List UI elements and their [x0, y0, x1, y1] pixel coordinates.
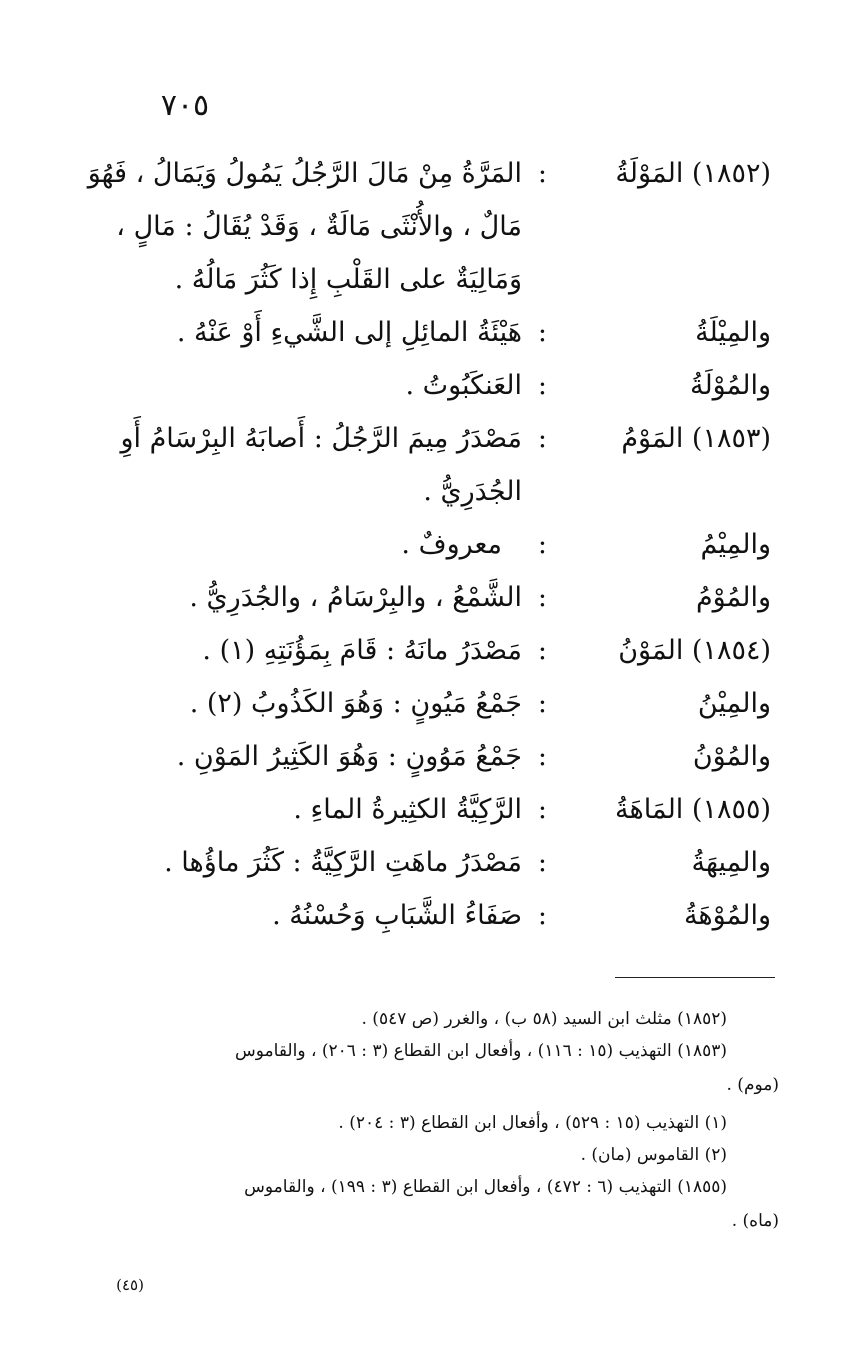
- entry-definition: جَمْعُ مَوُونٍ : وَهُوَ الكَثِيرُ المَوْنِ .: [176, 741, 522, 772]
- entry-headword: والمُوْهَةُ: [683, 900, 771, 931]
- entry-definition: العَنكَبُوتُ .: [405, 370, 522, 401]
- entry: [0, 786, 867, 839]
- entry-headword: والمِيهَةُ: [691, 847, 771, 878]
- footnote: [0, 1109, 867, 1141]
- entry-line: [0, 468, 867, 521]
- entry-definition: مَصْدَرُ مِيمَ الرَّجُلُ : أَصابَهُ البِرْسَامُ أَوِ: [120, 423, 522, 454]
- entry-headword: والمِيْمُ: [700, 529, 771, 560]
- footnote-text: (٢) القاموس (مان) .: [580, 1145, 727, 1165]
- entry-headword: (١٨٥٢) المَوْلَةُ: [615, 158, 771, 189]
- footnote-separator: [615, 977, 775, 978]
- entry: [0, 309, 867, 362]
- entry-definition: صَفَاءُ الشَّبَابِ وَحُسْنُهُ .: [272, 900, 522, 931]
- entry-definition: الجُدَرِيُّ .: [423, 476, 522, 507]
- footnote-text: (ماه) .: [731, 1211, 779, 1231]
- entry-colon: :: [537, 741, 547, 772]
- entry: [0, 415, 867, 521]
- entry-line: [0, 680, 867, 733]
- entry-colon: :: [537, 794, 547, 825]
- footnote: [0, 1173, 867, 1205]
- entry-headword: والمُوْمُ: [695, 582, 771, 613]
- entry-line: [0, 892, 867, 945]
- entry-colon: :: [537, 582, 547, 613]
- entry-definition: جَمْعُ مَيُونٍ : وَهُوَ الكَذُوبُ (٢) .: [189, 688, 522, 719]
- entry-definition: الرَّكِيَّةُ الكثِيرةُ الماءِ .: [293, 794, 522, 825]
- footnote-text: (١٨٥٣) التهذيب (١٥ : ١١٦) ، وأفعال ابن القطاع (٣ : ٢٠٦) ، والقاموس: [235, 1041, 727, 1061]
- footnote-text: (١٨٥٢) مثلث ابن السيد (٥٨ ب) ، والغرر (ص ٥٤٧) .: [361, 1009, 727, 1029]
- entry-definition: مَصْدَرُ ماهَتِ الرَّكِيَّةُ : كَثُرَ ماؤُها .: [164, 847, 522, 878]
- entry-colon: :: [537, 529, 547, 560]
- entry-line: [0, 839, 867, 892]
- entry-headword: والمُوْنُ: [692, 741, 771, 772]
- entry-line: [0, 521, 867, 574]
- entry-colon: :: [537, 317, 547, 348]
- entry-line: [0, 150, 867, 203]
- footnotes: [0, 1005, 867, 1245]
- entry: [0, 362, 867, 415]
- entry-definition: معروفٌ .: [401, 529, 502, 560]
- signature-mark: (٤٥): [116, 1276, 144, 1294]
- entry: [0, 839, 867, 892]
- footnote-text: (١٨٥٥) التهذيب (٦ : ٤٧٢) ، وأفعال ابن القطاع (٣ : ١٩٩) ، والقاموس: [244, 1177, 727, 1197]
- footnote-continuation: [0, 1205, 867, 1245]
- entry-line: [0, 733, 867, 786]
- footnote: [0, 1037, 867, 1069]
- entry-colon: :: [537, 688, 547, 719]
- footnote-continuation: [0, 1069, 867, 1109]
- footnote: [0, 1141, 867, 1173]
- entry-line: [0, 309, 867, 362]
- entry-definition: هَيْئَةُ المائِلِ إلى الشَّيءِ أَوْ عَنْهُ .: [176, 317, 522, 348]
- entry: [0, 574, 867, 627]
- entry: [0, 892, 867, 945]
- entry-headword: (١٨٥٣) المَوْمُ: [621, 423, 771, 454]
- entry-definition: مَصْدَرُ مانَهُ : قَامَ بِمَؤُنَتِهِ (١) .: [202, 635, 522, 666]
- entry-headword: والمِيْلَةُ: [695, 317, 771, 348]
- footnote: [0, 1005, 867, 1037]
- entry-definition: المَرَّةُ مِنْ مَالَ الرَّجُلُ يَمُولُ وَيَمَالُ ، فَهُوَ: [87, 158, 522, 189]
- entry-line: [0, 203, 867, 256]
- entry-headword: والمُوْلَةُ: [689, 370, 771, 401]
- entry-definition: وَمَالِيَةٌ على القَلْبِ إِذا كَثُرَ مَالُهُ .: [174, 264, 522, 295]
- entry-line: [0, 415, 867, 468]
- entry: [0, 521, 867, 574]
- entry-headword: (١٨٥٤) المَوْنُ: [618, 635, 771, 666]
- entry-colon: :: [537, 370, 547, 401]
- entry-headword: والمِيْنُ: [697, 688, 771, 719]
- entry: [0, 627, 867, 680]
- entry-colon: :: [537, 847, 547, 878]
- entry-colon: :: [537, 635, 547, 666]
- entry-line: [0, 786, 867, 839]
- entry: [0, 150, 867, 309]
- entry-line: [0, 627, 867, 680]
- entry-colon: :: [537, 158, 547, 189]
- entry-definition: مَالٌ ، والأُنْثَى مَالَةٌ ، وَقَدْ يُقَالُ : مَالٍ ،: [116, 211, 522, 242]
- entry-colon: :: [537, 900, 547, 931]
- entry-headword: (١٨٥٥) المَاهَةُ: [615, 794, 771, 825]
- entry-colon: :: [537, 423, 547, 454]
- footnote-text: (١) التهذيب (١٥ : ٥٢٩) ، وأفعال ابن القطاع (٣ : ٢٠٤) .: [338, 1113, 727, 1133]
- entry: [0, 733, 867, 786]
- footnote-text: (موم) .: [726, 1075, 779, 1095]
- entry: [0, 680, 867, 733]
- dictionary-entries: [0, 150, 867, 945]
- entry-line: [0, 362, 867, 415]
- entry-definition: الشَّمْعُ ، والبِرْسَامُ ، والجُدَرِيُّ .: [189, 582, 522, 613]
- entry-line: [0, 574, 867, 627]
- entry-line: [0, 256, 867, 309]
- page-number: ٧٠٥: [160, 88, 210, 123]
